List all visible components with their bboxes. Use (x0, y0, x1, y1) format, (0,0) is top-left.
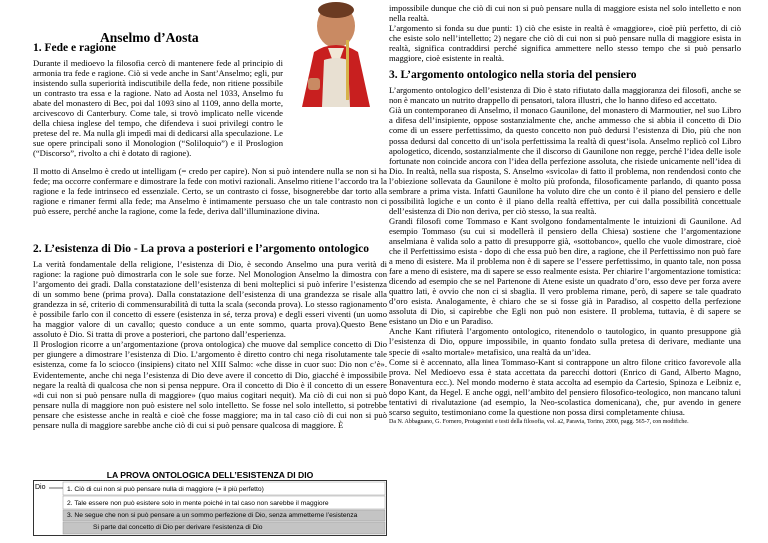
section-1-heading: 1. Fede e ragione (33, 42, 117, 54)
right-paragraph-1: impossibile dunque che ciò di cui non si può pensare nulla di maggiore esista nel solo intelletto e non nella realtà. (389, 3, 741, 24)
section-3-paragraph-3: Grandi filosofi come Tommaso e Kant svolgono fondamentalmente le intuizioni di Gaunilone. Ad esempio Tommaso (su cui si modellerà il pensiero della Chiesa) sostiene che l’argomentazione anselmiana è valida solo a patto di presupporre già, «sottobanco», quello che vuole dimostrare, cioè che il Perfettissimo esista - dopo di che essa può ben dire, a ragione, che il Perfettissimo non può fare a meno di esistere. Ma il problema non è di sapere se l’essere perfettissimo, in quanto tale, non possa fare a meno di esistere, ma di sapere se esso realmente esista. Per chiarire l’argomentazione tomistica: dicendo ad esempio che se nel Partenone di Atene esiste un quadrato d’oro, esso deve per forza avere quattro lati, è ovvio che non ci si sbaglia. Il vero problema rimane, però, di sapere se tale quadrato d’oro esista. Analogamente, è chiaro che se si fosse già in Paradiso, al cospetto della perfezione assoluta di Dio, si capirebbe che Egli non può non esistere. Il problema, tuttavia, è di sapere se esistano un Dio e un Paradiso. (389, 215, 741, 327)
section-3-paragraph-4: Anche Kant rifiuterà l’argomento ontologico, ritenendolo o tautologico, in quanto presuppone già l’esistenza di Dio, oppure impossibile, in quanto fondato sulla pretesa di derivare, mediante una specie di «salto mortale» metafisico, una realtà da un’idea. (389, 326, 741, 357)
left-column (33, 42, 387, 158)
section-2-heading: 2. L’esistenza di Dio - La prova a posteriori e l’argomento ontologico (33, 243, 370, 255)
table-row-conclusion: Si parte dal concetto di Dio per derivare l’esistenza di Dio (93, 524, 263, 531)
section-2-paragraph-1: La verità fondamentale della religione, l’esistenza di Dio, è secondo Anselmo una pura verità di ragione: la ragione può dimostrarla con le sole sue forze. Nel Monologion Anselmo la dimostra con l’argomento dei gradi. Dalla constatazione dell’esistenza di beni molteplici si può inferire l’esistenza di un sommo bene (prima prova). Dalla constatazione dell’esistenza di una grandezza se risale alla grandezza in sé, criterio di commensurabilità di tutta la scala (seconda prova). Lo stesso ragionamento è possibile farlo con il concetto di essere (esistenza in sé, terza prova) e degli esseri viventi (un uomo ha maggior valore di un cavallo; questo conduce a un ente sommo, quarta prova).Questo Bene assoluto è Dio. Si tratta di prove a posteriori, che partono dall’esperienza. (33, 259, 387, 340)
section-3-paragraph-2: Già un contemporaneo di Anselmo, il monaco Gaunilone, del monastero di Marmoutier, nel suo Libro a difesa dell’insipiente, oppose sostanzialmente che, anche ammesso che si abbia il concetto di Dio come di un essere perfettissimo, da questo concetto non può dedursi l’esistenza di Dio, più che non possa dedursi dal concetto di un’isola perfettissima la realtà di quest’isola. Anselmo replicò col Libro apologetico, dicendo, sostanzialmente che il discorso di Gaunilone non regge, perché l’idea delle isole fortunate non coincide ancora con l’idea della perfezione assoluta, che risiede unicamente nell’idea di Dio. In realtà, nella sua risposta, S. Anselmo «svicola» di fatto il problema, non rendendosi conto che l’obiezione sollevata da Gaunilone è molto più profonda, filosoficamente parlando, di quanto possa sembrare a prima vista. Infatti Gaunilone ha voluto dire che un conto è il piano del pensiero e delle possibilità logiche e un conto è il piano della realtà effettiva, per cui dalla possibilità concettuale dell’esistenza di Dio non deriva, per ciò stesso, la sua realtà. (389, 105, 741, 216)
table-dio-label: Dio (35, 484, 46, 491)
section-3-heading: 3. L’argomento ontologico nella storia del pensiero (389, 69, 637, 82)
left-column-cont (33, 166, 387, 216)
section-1-paragraph-1: Durante il medioevo la filosofia cercò di mantenere fede al principio di armonia tra fede e ragione. Ciò si vede anche in Sant’Anselmo; egli, pur insistendo sulla superiorità indiscutibile della fede, non ritiene possibile un contrasto tra essa e la ragione. Nato ad Aosta nel 1033, Anselmo fu abate del monastero di Bec, poi dal 1093 sino al 1109, anno della morte, arcivescovo di Canterbury. Come tale, si trovò implicato nelle vicende della chiesa inglese del tempo, che difendeva i suoi privilegi contro le pretese del re. Ma nulla gli impedì mai di dedicarsi alla speculazione. Le sue opere principali sono il Monologion (“Soliloquio”) e il Proslogion (“Discorso”, rivolto a chi è dotato di ragione). (33, 58, 283, 159)
table-title: LA PROVA ONTOLOGICA DELL’ESISTENZA DI DIO (106, 470, 314, 480)
right-paragraph-2: L’argomento si fonda su due punti: 1) ciò che esiste in realtà è «maggiore», cioè più perfetto, di ciò che esiste solo nell’intelletto; 2) negare che ciò di cui non si può pensare nulla di maggiore esista in realtà, significa contraddirsi perché significa ammettere nello stesso tempo che si può pensarlo maggiore, cioè esistente in realtà. (389, 23, 741, 64)
section-2-paragraph-2: Il Proslogion ricorre a un’argomentazione (prova ontologica) che muove dal semplice concetto di Dio per giungere a dimostrare l’esistenza di Dio. L’argomento è diretto contro chi nega risolutamente tale esistenza, come fa lo sciocco (insipiens) citato nel XIII Salmo: «che disse in cuor suo: Dio non c’è». Evidentemente, anche chi nega l’esistenza di Dio deve avere il concetto di Dio, giacché è impossibile negare la realtà di qualcosa che non si pensa neppure. Ora il concetto di Dio è il concetto di un essere «di cui non si può pensare nulla di maggiore» (quo maius cogitari nequit). Ma ciò di cui non si può pensare nulla di maggiore non può esistere nel solo intelletto. Se fosse nel solo intelletto, si potrebbe pensare che esistesse anche in realtà e cioè che fosse maggiore; ma in tal caso ciò di cui non si può pensare nulla di maggiore sarebbe anche ciò di cui si può pensare qualcosa di maggiore. È (33, 339, 387, 430)
table-row-1: 1. Ciò di cui non si può pensare nulla di maggiore (= il più perfetto) (67, 486, 264, 493)
section-1-paragraph-2: Il motto di Anselmo è credo ut intelligam (= credo per capire). Non si può intendere nulla se non si ha fede; ma occorre confermare e dimostrare la fede con motivi razionali. Anselmo ritiene l’accordo tra la ragione e la fede intrinseco ed essenziale. Certo, se un contrasto ci fosse, bisognerebbe dar torto alla ragione e rimaner fermi alla fede; ma Anselmo è intimamente persuaso che un tale contrasto non ci può essere, perché anche la ragione, come la fede, deriva dall’illuminazione divina. (33, 166, 387, 217)
table-row-2: 2. Tale essere non può esistere solo in mente poiché in tal caso non sarebbe il maggiore (67, 500, 329, 507)
section-3-paragraph-5: Come si è accennato, alla linea Tommaso-Kant si contrappone un altro filone critico favorevole alla prova. Nel Medioevo essa è stata accettata da parecchi dottori (Enrico di Gand, Alberto Magno, Bonaventura ecc.). Nel mondo moderno è stata accolta ad esempio da Cartesio, Spinoza e Leibniz e, dopo Kant, da Hegel. E anche oggi, nell’ambito del pensiero filosofico-teologico, non mancano taluni tentativi di rivalutazione (ad esempio, la Neo-scolastica domenicana), che, pur avendo in genere scarso seguito, testimoniano come la questione non possa dirsi completamente chiusa. (389, 356, 741, 417)
source-footnote: Da N. Abbagnano, G. Fornero, Protagonisti e testi della filosofia, vol. a2, Paravia, Torino, 2000, pagg. 565-7, con modifiche. (389, 418, 689, 425)
table-row-3: 3. Ne segue che non si può pensare a un sommo perfezione di Dio, senza ammetterne l’esistenza (67, 512, 358, 519)
section-3-paragraph-1: L’argomento ontologico dell’esistenza di Dio è stato rifiutato dalla maggioranza dei filosofi, anche se non è mancato un nutrito drappello di pensatori, talora illustri, che lo hanno difeso ed accettato. (389, 85, 741, 106)
ontological-proof-table (33, 470, 387, 536)
page-title: Anselmo d’Aosta (100, 30, 199, 45)
right-column (389, 3, 741, 426)
left-column-section-2 (33, 243, 387, 430)
